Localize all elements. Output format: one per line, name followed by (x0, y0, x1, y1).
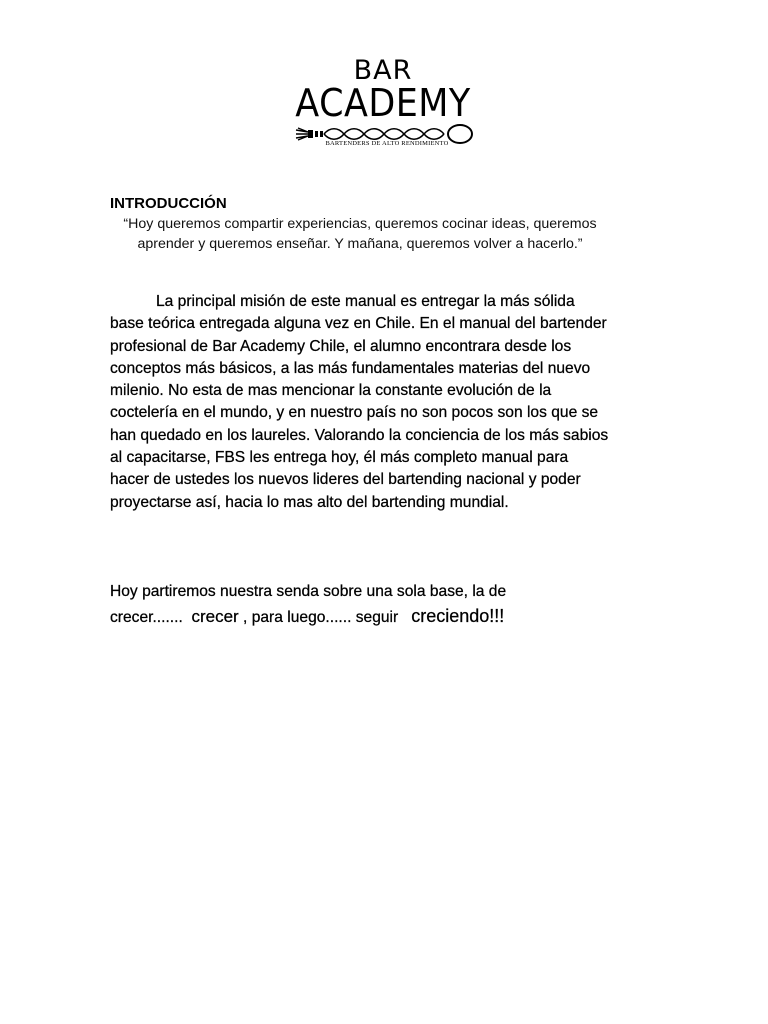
intro-quote: “Hoy queremos compartir experiencias, queremos cocinar ideas, queremos aprender y queremos enseñar. Y mañana, queremos volver a hacerlo.” (123, 216, 597, 252)
closing-part-4: creciendo!!! (411, 606, 505, 626)
logo-text-academy: ACADEMY (295, 81, 471, 125)
closing-part-1: Hoy partiremos nuestra senda sobre una sola base, la de crecer....... (110, 583, 507, 626)
body-paragraph: La principal misión de este manual es entregar la más sólida base teórica entregada alguna vez en Chile. En el manual del bartender profesional de Bar Academy Chile, el alumno encontrara desde los conceptos más básicos, a las más fundamentales materias del nuevo milenio. No esta de mas mencionar la constante evolución de la coctelería en el mundo, y en nuestro país no son pocos son los que se han quedado en los laureles. Valorando la conciencia de los más sabios al capacitarse, FBS les entrega hoy, él más completo manual para hacer de ustedes los nuevos lideres del bartending nacional y poder proyectarse así, hacia lo mas alto del bartending mundial. (110, 293, 609, 511)
logo-tagline: BARTENDERS DE ALTO RENDIMIENTO (325, 140, 449, 147)
closing-part-3: , para luego...... seguir (243, 609, 399, 626)
section-heading: INTRODUCCIÓN (110, 195, 227, 212)
closing-paragraph (110, 580, 630, 630)
logo-text-bar: BAR (353, 55, 413, 86)
closing-part-2: crecer (191, 607, 239, 626)
bar-academy-logo (276, 34, 490, 176)
